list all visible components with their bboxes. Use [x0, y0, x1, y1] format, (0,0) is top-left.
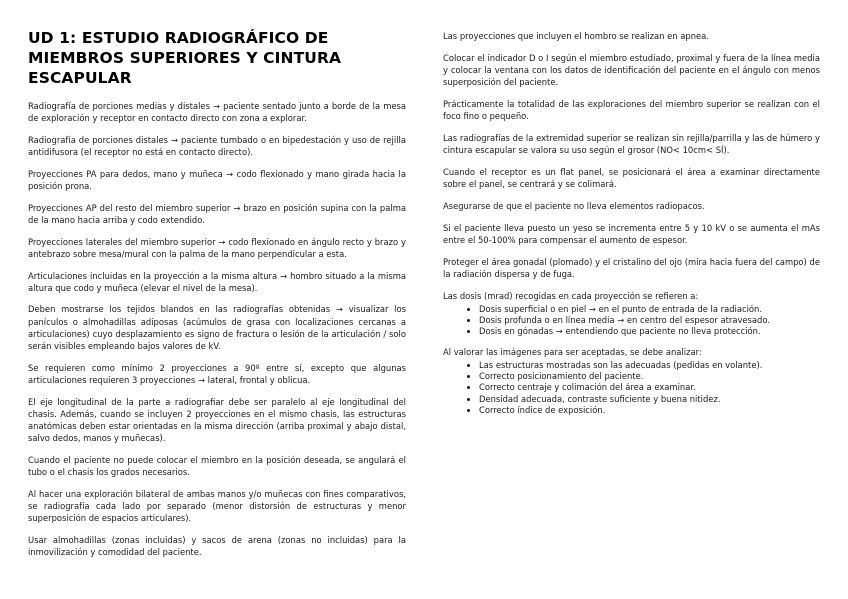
paragraph: Asegurarse de que el paciente no lleva elementos radiopacos.	[443, 201, 705, 211]
document-title: UD 1: ESTUDIO RADIOGRÁFICO DE MIEMBROS SUPERIORES Y CINTURA ESCAPULAR	[28, 29, 342, 87]
paragraph: Colocar el indicador D o I según el miembro estudiado, proximal y fuera de la línea media y colocar la ventana con los datos de identificación del paciente en el ángulo con menos superposición del paciente.	[443, 52, 820, 88]
paragraph: Las radiografías de la extremidad superior se realizan sin rejilla/parrilla y las de húmero y cintura escapular se valora su uso según el grosor (NO< 10cm< SÍ).	[443, 133, 820, 156]
paragraph: Articulaciones incluidas en la proyección a la misma altura → hombro situado a la misma altura que codo y muñeca (elevar el nivel de la mesa).	[28, 270, 406, 293]
list-item: • Correcto centraje y colimación del área a examinar.	[479, 382, 820, 393]
eval-intro: Al valorar las imágenes para ser aceptadas, se debe analizar:	[443, 347, 702, 358]
paragraph: Si el paciente lleva puesto un yeso se incrementa entre 5 y 10 kV o se aumenta el mAs entre el 50-100% para compensar el aumento de espesor.	[443, 222, 820, 245]
paragraph: Las proyecciones que incluyen el hombro se realizan en apnea.	[443, 31, 709, 41]
list-item: • Las estructuras mostradas son las adecuadas (pedidas en volante).	[479, 360, 820, 371]
list-item: • Correcto posicionamiento del paciente.	[479, 371, 820, 382]
list-item: • Dosis en gónadas → entendiendo que paciente no lleva protección.	[479, 326, 820, 337]
list-item: • Dosis superficial o en piel → en el punto de entrada de la radiación.	[479, 304, 820, 315]
paragraph: Usar almohadillas (zonas incluidas) y sacos de arena (zonas no incluidas) para la inmovilización y comodidad del paciente.	[28, 534, 406, 558]
paragraph: Prácticamente la totalidad de las exploraciones del miembro superior se realizan con el foco fino o pequeño.	[443, 99, 820, 122]
list-item: • Correcto índice de exposición.	[479, 405, 820, 416]
left-column	[28, 28, 406, 568]
paragraph: Proyecciones AP del resto del miembro superior → brazo en posición supina con la palma de la mano hacia arriba y codo extendido.	[28, 202, 406, 225]
right-column	[443, 30, 820, 425]
paragraph: Se requieren como mínimo 2 proyecciones a 90º entre sí, excepto que algunas articulaciones requieren 3 proyecciones → lateral, frontal y oblicua.	[28, 362, 406, 385]
eval-list	[443, 360, 820, 416]
paragraph: Al hacer una exploración bilateral de ambas manos y/o muñecas con fines comparativos, se radiografía cada lado por separado (menor distorsión de estructuras y menor superposición de espacios articulares).	[28, 488, 406, 524]
paragraph: Cuando el paciente no puede colocar el miembro en la posición deseada, se angulará el tubo o el chasis los grados necesarios.	[28, 454, 406, 478]
dose-intro: Las dosis (mrad) recogidas en cada proyección se refieren a:	[443, 290, 699, 301]
paragraph: Radiografía de porciones distales → paciente tumbado o en bipedestación y uso de rejilla antidifusora (el receptor no está en contacto directo).	[28, 134, 406, 158]
paragraph: Deben mostrarse los tejidos blandos en las radiografías obtenidas → visualizar los panículos o almohadillas adiposas (acúmulos de grasa con localizaciones cercanas a articulaciones) cuyo desplazamiento es signo de fractura o lesión de la articulación / solo serán visibles empleando bajos valores de kV.	[28, 304, 406, 352]
paragraph: Radiografía de porciones medias y distales → paciente sentado junto a borde de la mesa de exploración y receptor en contacto directo con zona a explorar.	[28, 101, 406, 124]
paragraph: Proteger el área gonadal (plomado) y el cristalino del ojo (mira hacia fuera del campo) de la radiación dispersa y de fuga.	[443, 256, 820, 279]
paragraph: El eje longitudinal de la parte a radiografiar debe ser paralelo al eje longitudinal del chasis. Además, cuando se incluyen 2 proyecciones en el mismo chasis, las estructuras anatómicas deben estar orientadas en la misma dirección (arriba proximal y abajo distal, salvo dedos, manos y muñecas).	[28, 396, 406, 444]
list-item: • Densidad adecuada, contraste suficiente y buena nitidez.	[479, 394, 820, 405]
dose-list	[443, 304, 820, 338]
list-item: • Dosis profunda o en línea media → en centro del espesor atravesado.	[479, 315, 820, 326]
paragraph: Cuando el receptor es un flat panel, se posicionará el área a examinar directamente sobre el panel, se centrará y se colimará.	[443, 167, 820, 190]
paragraph: Proyecciones laterales del miembro superior → codo flexionado en ángulo recto y brazo y antebrazo sobre mesa/mural con la palma de la mano perpendicular a esta.	[28, 236, 406, 259]
paragraph: Proyecciones PA para dedos, mano y muñeca → codo flexionado y mano girada hacia la posición prona.	[28, 168, 406, 192]
